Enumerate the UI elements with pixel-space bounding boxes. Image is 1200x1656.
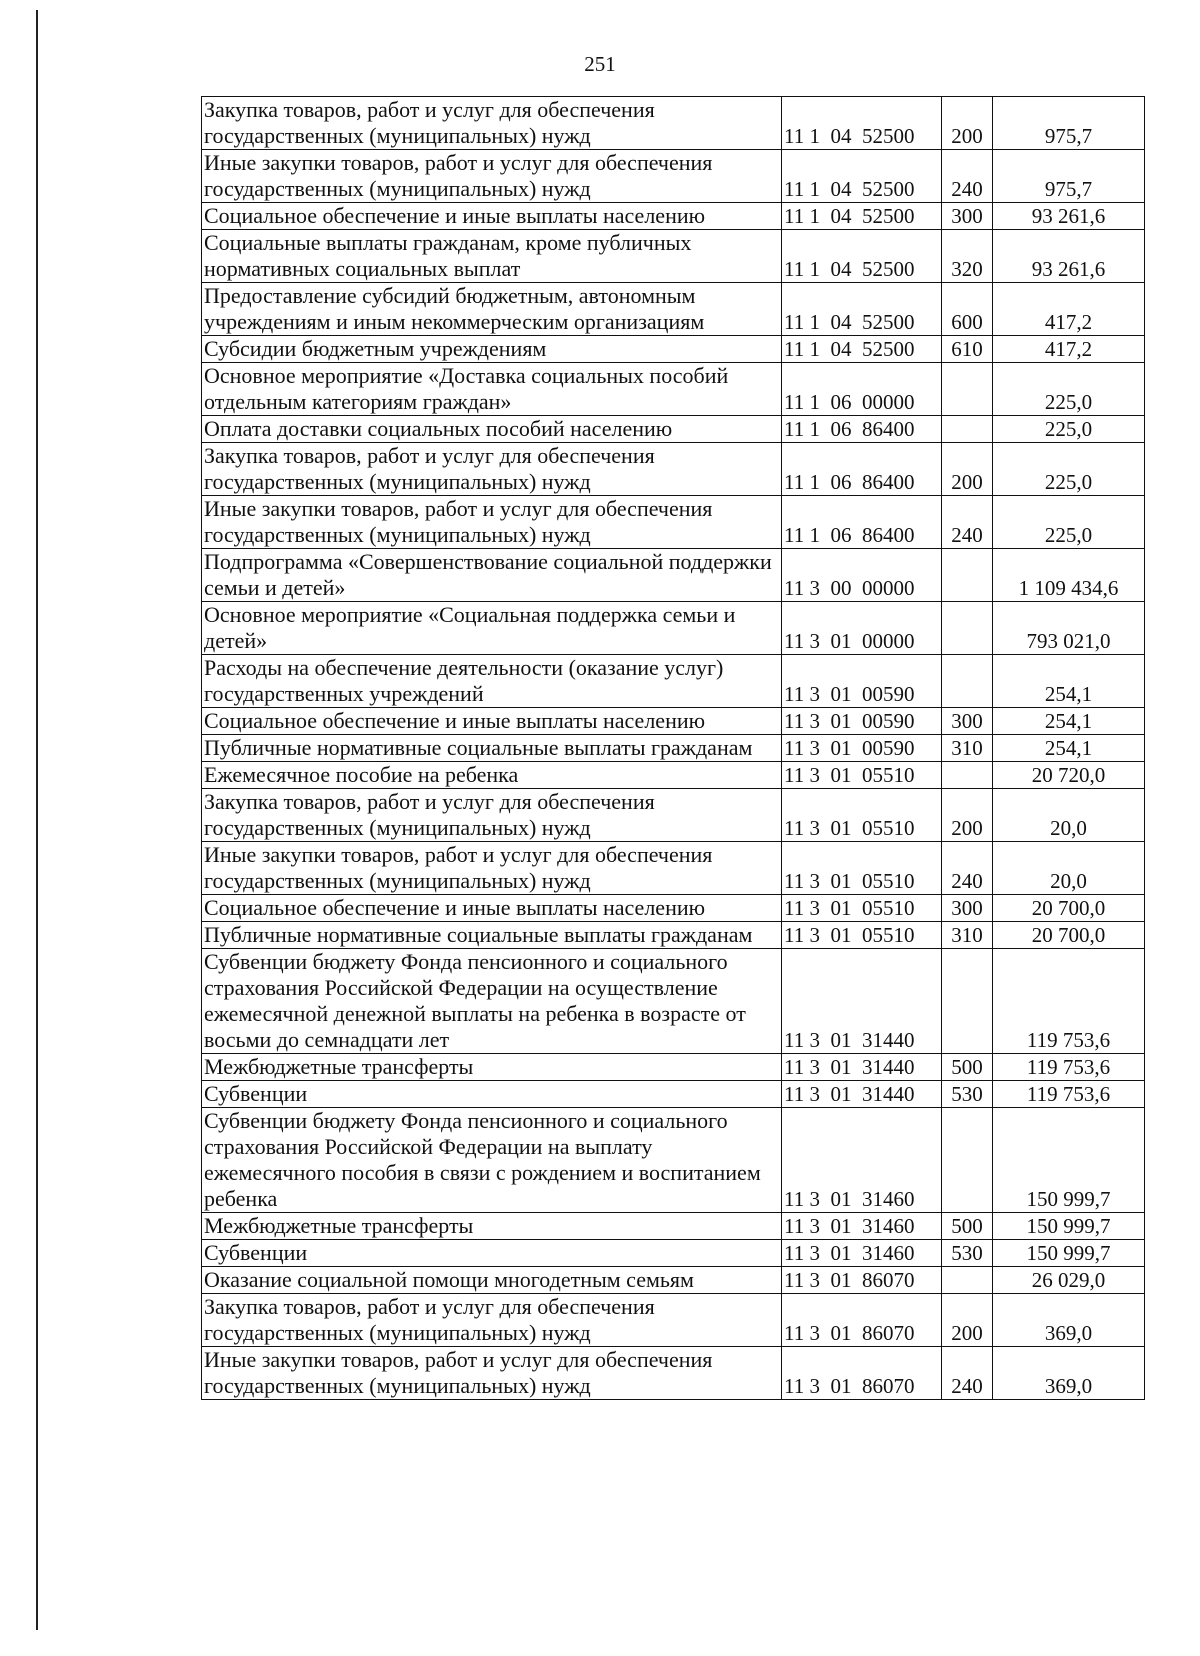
expense-name-cell: Субвенции <box>202 1240 782 1267</box>
expense-name-cell: Иные закупки товаров, работ и услуг для обеспечения государственных (муниципальных) нужд <box>202 150 782 203</box>
table-row <box>202 1294 1145 1347</box>
target-code-cell: 11 3 01 31460 <box>782 1108 942 1213</box>
expense-type-cell <box>942 363 993 416</box>
target-code-cell: 11 3 00 00000 <box>782 549 942 602</box>
amount-cell: 150 999,7 <box>993 1213 1145 1240</box>
table-row <box>202 549 1145 602</box>
expense-type-cell <box>942 1267 993 1294</box>
table-row <box>202 363 1145 416</box>
budget-table-body <box>202 97 1145 1400</box>
amount-cell: 93 261,6 <box>993 230 1145 283</box>
amount-cell: 225,0 <box>993 416 1145 443</box>
budget-table <box>201 96 1145 1400</box>
target-code-cell: 11 3 01 31440 <box>782 949 942 1054</box>
target-code-cell: 11 3 01 86070 <box>782 1347 942 1400</box>
target-code-cell: 11 3 01 05510 <box>782 842 942 895</box>
expense-name-cell: Межбюджетные трансферты <box>202 1054 782 1081</box>
expense-type-cell: 610 <box>942 336 993 363</box>
target-code-cell: 11 1 06 00000 <box>782 363 942 416</box>
target-code-cell: 11 3 01 31460 <box>782 1213 942 1240</box>
expense-name-cell: Подпрограмма «Совершенствование социальной поддержки семьи и детей» <box>202 549 782 602</box>
target-code-cell: 11 1 04 52500 <box>782 150 942 203</box>
table-row <box>202 150 1145 203</box>
amount-cell: 793 021,0 <box>993 602 1145 655</box>
expense-type-cell: 530 <box>942 1240 993 1267</box>
amount-cell: 225,0 <box>993 443 1145 496</box>
target-code-cell: 11 3 01 86070 <box>782 1294 942 1347</box>
table-row <box>202 949 1145 1054</box>
amount-cell: 26 029,0 <box>993 1267 1145 1294</box>
table-row <box>202 1240 1145 1267</box>
amount-cell: 20 720,0 <box>993 762 1145 789</box>
expense-type-cell: 200 <box>942 1294 993 1347</box>
amount-cell: 254,1 <box>993 735 1145 762</box>
target-code-cell: 11 1 04 52500 <box>782 230 942 283</box>
expense-name-cell: Расходы на обеспечение деятельности (оказание услуг) государственных учреждений <box>202 655 782 708</box>
expense-name-cell: Оплата доставки социальных пособий населению <box>202 416 782 443</box>
expense-type-cell: 200 <box>942 97 993 150</box>
expense-type-cell <box>942 1108 993 1213</box>
table-row <box>202 1081 1145 1108</box>
expense-type-cell <box>942 762 993 789</box>
expense-name-cell: Социальное обеспечение и иные выплаты населению <box>202 708 782 735</box>
target-code-cell: 11 3 01 31440 <box>782 1081 942 1108</box>
table-row <box>202 655 1145 708</box>
expense-type-cell <box>942 549 993 602</box>
target-code-cell: 11 1 04 52500 <box>782 97 942 150</box>
expense-type-cell: 240 <box>942 1347 993 1400</box>
table-row <box>202 97 1145 150</box>
target-code-cell: 11 3 01 05510 <box>782 895 942 922</box>
target-code-cell: 11 3 01 00000 <box>782 602 942 655</box>
target-code-cell: 11 3 01 31460 <box>782 1240 942 1267</box>
expense-type-cell <box>942 949 993 1054</box>
amount-cell: 417,2 <box>993 283 1145 336</box>
amount-cell: 975,7 <box>993 97 1145 150</box>
table-row <box>202 416 1145 443</box>
expense-name-cell: Межбюджетные трансферты <box>202 1213 782 1240</box>
amount-cell: 20 700,0 <box>993 922 1145 949</box>
table-row <box>202 735 1145 762</box>
expense-type-cell: 200 <box>942 443 993 496</box>
table-row <box>202 789 1145 842</box>
page-number: 251 <box>584 52 616 76</box>
target-code-cell: 11 1 06 86400 <box>782 496 942 549</box>
table-row <box>202 762 1145 789</box>
amount-cell: 369,0 <box>993 1347 1145 1400</box>
amount-cell: 1 109 434,6 <box>993 549 1145 602</box>
expense-name-cell: Ежемесячное пособие на ребенка <box>202 762 782 789</box>
expense-name-cell: Иные закупки товаров, работ и услуг для обеспечения государственных (муниципальных) нужд <box>202 842 782 895</box>
expense-type-cell: 310 <box>942 922 993 949</box>
expense-type-cell: 240 <box>942 842 993 895</box>
target-code-cell: 11 1 04 52500 <box>782 336 942 363</box>
expense-name-cell: Публичные нормативные социальные выплаты гражданам <box>202 922 782 949</box>
amount-cell: 150 999,7 <box>993 1240 1145 1267</box>
scan-edge-line <box>36 10 38 1630</box>
expense-type-cell: 300 <box>942 895 993 922</box>
expense-type-cell <box>942 655 993 708</box>
target-code-cell: 11 3 01 05510 <box>782 789 942 842</box>
table-row <box>202 443 1145 496</box>
expense-name-cell: Социальные выплаты гражданам, кроме публичных нормативных социальных выплат <box>202 230 782 283</box>
expense-name-cell: Субвенции <box>202 1081 782 1108</box>
table-row <box>202 708 1145 735</box>
expense-type-cell: 500 <box>942 1213 993 1240</box>
expense-name-cell: Закупка товаров, работ и услуг для обеспечения государственных (муниципальных) нужд <box>202 1294 782 1347</box>
expense-type-cell: 240 <box>942 150 993 203</box>
expense-name-cell: Субвенции бюджету Фонда пенсионного и социального страхования Российской Федерации на выплату ежемесячного пособия в связи с рождением и воспитанием ребенка <box>202 1108 782 1213</box>
target-code-cell: 11 1 04 52500 <box>782 203 942 230</box>
target-code-cell: 11 3 01 00590 <box>782 655 942 708</box>
target-code-cell: 11 1 06 86400 <box>782 443 942 496</box>
amount-cell: 20,0 <box>993 789 1145 842</box>
amount-cell: 225,0 <box>993 363 1145 416</box>
expense-name-cell: Иные закупки товаров, работ и услуг для обеспечения государственных (муниципальных) нужд <box>202 1347 782 1400</box>
table-row <box>202 1108 1145 1213</box>
expense-type-cell: 600 <box>942 283 993 336</box>
amount-cell: 254,1 <box>993 655 1145 708</box>
target-code-cell: 11 1 06 86400 <box>782 416 942 443</box>
target-code-cell: 11 3 01 00590 <box>782 708 942 735</box>
table-row <box>202 922 1145 949</box>
amount-cell: 150 999,7 <box>993 1108 1145 1213</box>
amount-cell: 975,7 <box>993 150 1145 203</box>
expense-type-cell <box>942 416 993 443</box>
expense-type-cell: 500 <box>942 1054 993 1081</box>
expense-name-cell: Субсидии бюджетным учреждениям <box>202 336 782 363</box>
amount-cell: 119 753,6 <box>993 1081 1145 1108</box>
expense-type-cell: 300 <box>942 708 993 735</box>
table-row <box>202 496 1145 549</box>
expense-name-cell: Предоставление субсидий бюджетным, автономным учреждениям и иным некоммерческим организациям <box>202 283 782 336</box>
table-row <box>202 1347 1145 1400</box>
expense-name-cell: Социальное обеспечение и иные выплаты населению <box>202 203 782 230</box>
expense-type-cell: 300 <box>942 203 993 230</box>
expense-type-cell: 240 <box>942 496 993 549</box>
target-code-cell: 11 3 01 00590 <box>782 735 942 762</box>
target-code-cell: 11 3 01 05510 <box>782 922 942 949</box>
expense-type-cell: 530 <box>942 1081 993 1108</box>
expense-name-cell: Социальное обеспечение и иные выплаты населению <box>202 895 782 922</box>
target-code-cell: 11 3 01 31440 <box>782 1054 942 1081</box>
expense-type-cell: 320 <box>942 230 993 283</box>
expense-type-cell: 310 <box>942 735 993 762</box>
table-row <box>202 230 1145 283</box>
table-row <box>202 283 1145 336</box>
amount-cell: 119 753,6 <box>993 1054 1145 1081</box>
target-code-cell: 11 3 01 86070 <box>782 1267 942 1294</box>
table-row <box>202 895 1145 922</box>
expense-name-cell: Субвенции бюджету Фонда пенсионного и социального страхования Российской Федерации на осуществление ежемесячной денежной выплаты на ребенка в возрасте от восьми до семнадцати лет <box>202 949 782 1054</box>
table-row <box>202 602 1145 655</box>
expense-name-cell: Закупка товаров, работ и услуг для обеспечения государственных (муниципальных) нужд <box>202 789 782 842</box>
table-row <box>202 336 1145 363</box>
amount-cell: 20,0 <box>993 842 1145 895</box>
expense-type-cell <box>942 602 993 655</box>
target-code-cell: 11 3 01 05510 <box>782 762 942 789</box>
expense-type-cell: 200 <box>942 789 993 842</box>
target-code-cell: 11 1 04 52500 <box>782 283 942 336</box>
amount-cell: 417,2 <box>993 336 1145 363</box>
table-row <box>202 1267 1145 1294</box>
expense-name-cell: Закупка товаров, работ и услуг для обеспечения государственных (муниципальных) нужд <box>202 443 782 496</box>
expense-name-cell: Оказание социальной помощи многодетным семьям <box>202 1267 782 1294</box>
expense-name-cell: Иные закупки товаров, работ и услуг для обеспечения государственных (муниципальных) нужд <box>202 496 782 549</box>
table-row <box>202 842 1145 895</box>
amount-cell: 225,0 <box>993 496 1145 549</box>
amount-cell: 254,1 <box>993 708 1145 735</box>
expense-name-cell: Закупка товаров, работ и услуг для обеспечения государственных (муниципальных) нужд <box>202 97 782 150</box>
expense-name-cell: Основное мероприятие «Социальная поддержка семьи и детей» <box>202 602 782 655</box>
amount-cell: 119 753,6 <box>993 949 1145 1054</box>
table-row <box>202 203 1145 230</box>
amount-cell: 369,0 <box>993 1294 1145 1347</box>
expense-name-cell: Основное мероприятие «Доставка социальных пособий отдельным категориям граждан» <box>202 363 782 416</box>
amount-cell: 93 261,6 <box>993 203 1145 230</box>
table-row <box>202 1054 1145 1081</box>
amount-cell: 20 700,0 <box>993 895 1145 922</box>
expense-name-cell: Публичные нормативные социальные выплаты гражданам <box>202 735 782 762</box>
table-row <box>202 1213 1145 1240</box>
